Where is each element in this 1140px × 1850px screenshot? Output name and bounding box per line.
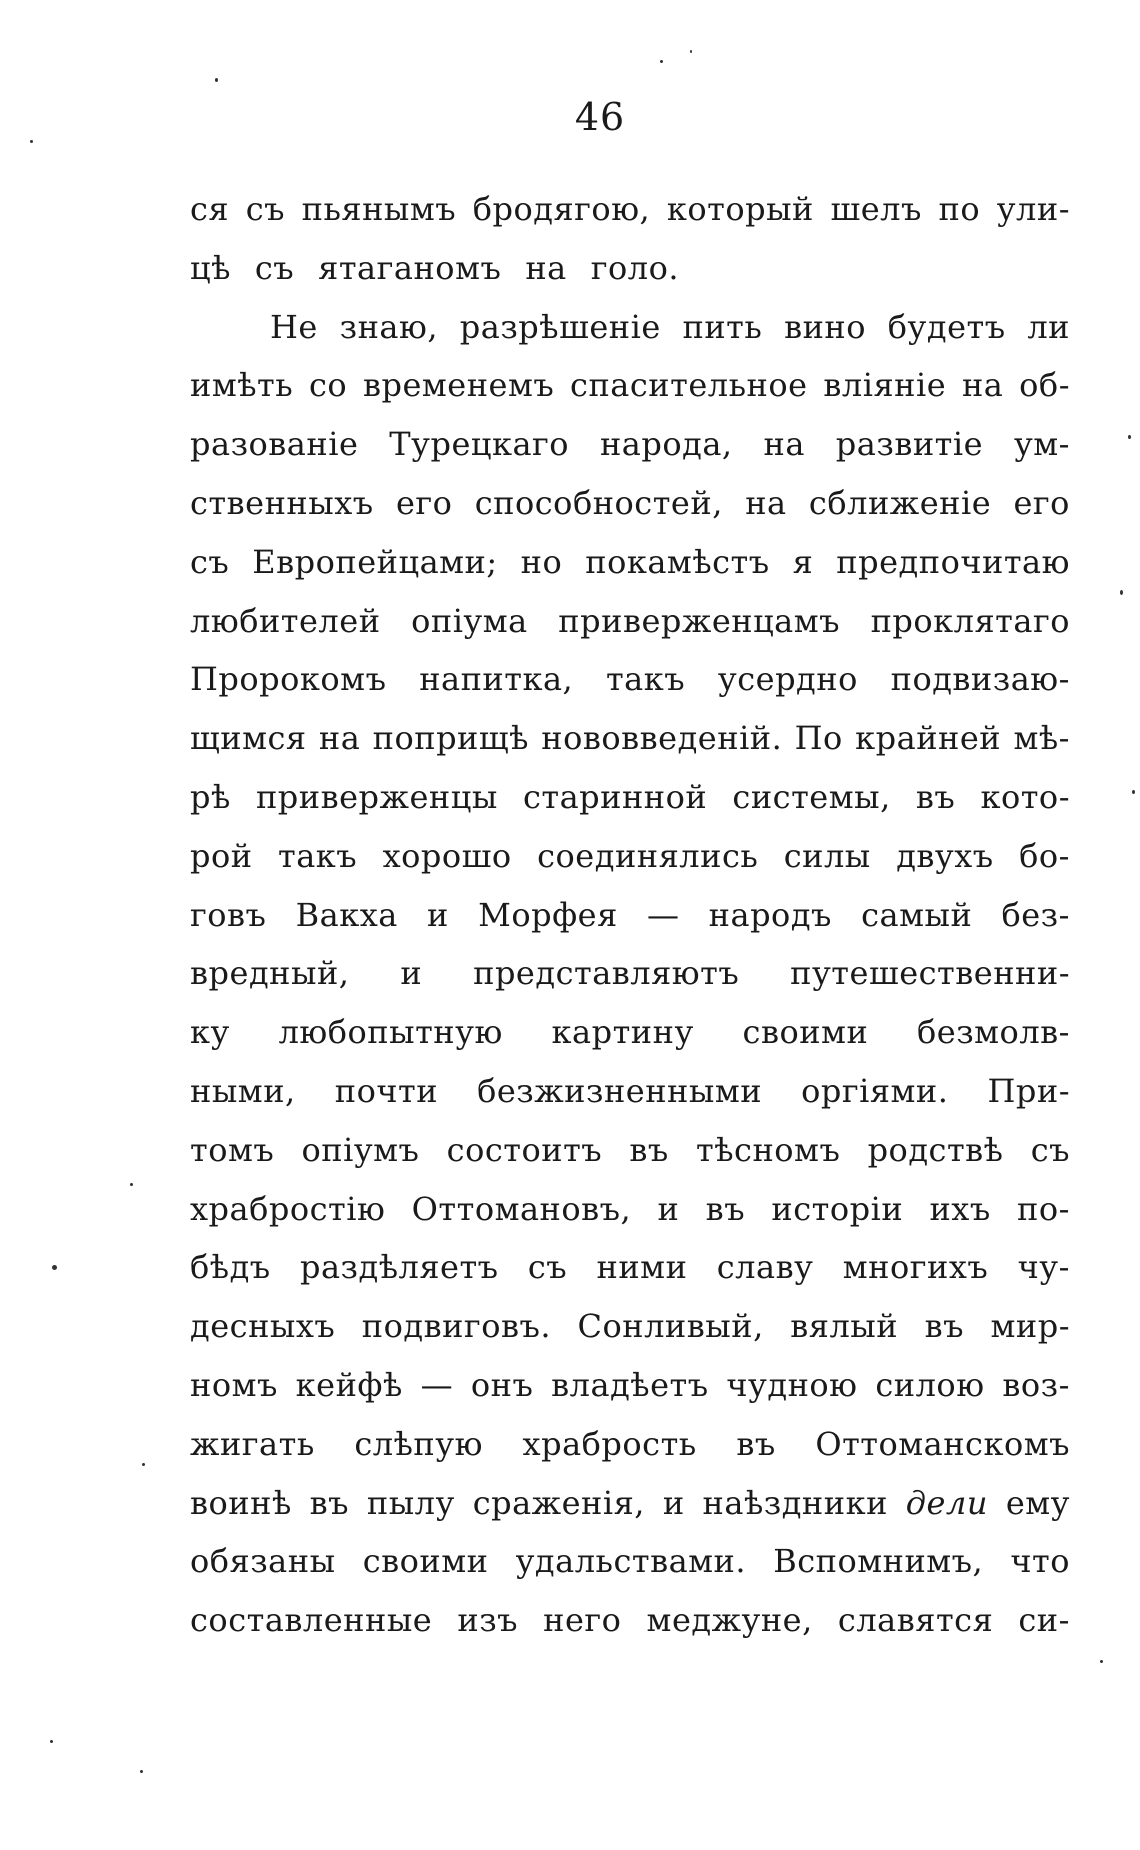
word: кото-: [980, 777, 1070, 816]
word: Вакха: [295, 895, 398, 934]
word: воинѣ: [190, 1483, 292, 1522]
text-line: [190, 827, 1070, 886]
word: соединялись: [537, 836, 759, 875]
word: на: [961, 366, 1004, 405]
word: щимся: [190, 719, 307, 758]
text-line: [190, 1356, 1070, 1415]
word: на: [763, 425, 805, 464]
word: который: [666, 190, 814, 228]
word: системы,: [732, 777, 891, 816]
word: ихъ: [929, 1189, 991, 1228]
word: самый: [861, 895, 973, 934]
word: храбростію: [190, 1189, 386, 1228]
text-line: [190, 1297, 1070, 1356]
page-number: 46: [574, 95, 626, 139]
word: меджуне,: [646, 1601, 813, 1640]
word: бродягою,: [472, 190, 651, 228]
word: напитка,: [419, 660, 574, 699]
word: ся: [190, 190, 230, 228]
word: обязаны: [190, 1542, 336, 1581]
word: онъ: [470, 1365, 534, 1404]
scan-speck: [142, 1463, 145, 1466]
text-line: [190, 650, 1070, 709]
word: предпочитаю: [836, 542, 1070, 581]
word: удальствами.: [515, 1542, 747, 1581]
word: покамѣстъ: [585, 542, 770, 581]
word: имѣть: [190, 366, 294, 405]
word: ственныхъ: [190, 483, 374, 522]
word: голо.: [590, 248, 680, 287]
word: его: [395, 483, 453, 522]
word: разрѣшеніе: [459, 307, 661, 346]
word: оргіями.: [801, 1071, 949, 1110]
word: составленные: [190, 1601, 433, 1640]
text-line: [190, 415, 1070, 474]
word: его: [1013, 483, 1070, 522]
word: развитіе: [835, 425, 984, 464]
text-line: [190, 768, 1070, 827]
text-line: [190, 533, 1070, 592]
word: бо-: [1019, 836, 1070, 875]
word: опіумъ: [301, 1130, 420, 1169]
word: Сонливый,: [577, 1307, 764, 1346]
word: тѣсномъ: [696, 1130, 841, 1169]
word: —: [420, 1365, 454, 1404]
word: опіума: [411, 601, 528, 640]
word: приверженцамъ: [558, 601, 840, 640]
word: ку: [190, 1013, 230, 1052]
text-line: [190, 1474, 1070, 1533]
text-line: [190, 1180, 1070, 1239]
word: пьянымъ: [301, 190, 457, 228]
word: исторіи: [771, 1189, 904, 1228]
word: Пророкомъ: [190, 660, 387, 699]
text-line: [190, 944, 1070, 1003]
scan-speck: [50, 1740, 53, 1743]
word: спасительное: [570, 366, 808, 405]
word: съ: [527, 1248, 568, 1287]
word: на: [525, 248, 567, 287]
text-line: [190, 1003, 1070, 1062]
word: подвизаю-: [890, 660, 1070, 699]
word: проклятаго: [870, 601, 1070, 640]
word: усердно: [717, 660, 858, 699]
word: путешественни-: [790, 954, 1070, 993]
text-line: [190, 239, 1070, 298]
word: въ: [309, 1483, 349, 1522]
word: Турецкаго: [389, 425, 570, 464]
scan-speck: [52, 1265, 57, 1270]
word: и: [400, 954, 423, 993]
word: разованіе: [190, 425, 359, 464]
word: въ: [915, 777, 956, 816]
text-line: [190, 298, 1070, 357]
word: говъ: [190, 895, 267, 934]
scan-speck: [660, 60, 663, 63]
word: своими: [362, 1542, 489, 1581]
word: чу-: [1017, 1248, 1070, 1287]
word: мѣ-: [1013, 719, 1070, 758]
word: подвиговъ.: [361, 1307, 551, 1346]
word: состоитъ: [446, 1130, 603, 1169]
word: поприщѣ: [372, 719, 529, 758]
text-line: [190, 1415, 1070, 1474]
word: ему: [1005, 1483, 1070, 1522]
scan-speck: [1128, 435, 1131, 439]
word: крайней: [855, 719, 1002, 758]
word: безжизненными: [477, 1071, 763, 1110]
word: Оттомановъ,: [411, 1189, 632, 1228]
text-line: [190, 1238, 1070, 1297]
word: храбрость: [522, 1424, 697, 1463]
word: я: [792, 542, 814, 581]
word: знаю,: [339, 307, 438, 346]
word: жигать: [190, 1424, 315, 1463]
word: воз-: [1002, 1365, 1070, 1404]
word: съ: [1030, 1130, 1070, 1169]
word: приверженцы: [255, 777, 498, 816]
word: Вспомнимъ,: [773, 1542, 984, 1581]
word: си-: [1018, 1601, 1070, 1640]
word: десныхъ: [190, 1307, 336, 1346]
word: сближеніе: [808, 483, 992, 522]
word: кейфѣ: [295, 1365, 403, 1404]
text-line: [190, 180, 1070, 239]
word: родствѣ: [867, 1130, 1004, 1169]
word: вредный,: [190, 954, 350, 993]
scan-speck: [1120, 590, 1123, 595]
word: славу: [716, 1248, 814, 1287]
word: многихъ: [842, 1248, 989, 1287]
word: временемъ: [362, 366, 555, 405]
word: въ: [924, 1307, 964, 1346]
word: такъ: [278, 836, 358, 875]
word: изъ: [457, 1601, 518, 1640]
word: Не: [270, 307, 318, 346]
word: славятся: [837, 1601, 994, 1640]
word: рой: [190, 836, 253, 875]
word: вино: [784, 307, 866, 346]
word: владѣетъ: [551, 1365, 709, 1404]
word: пить: [682, 307, 763, 346]
word: Оттоманскомъ: [815, 1424, 1070, 1463]
word: со: [308, 366, 348, 405]
word: томъ: [190, 1130, 275, 1169]
word: своими: [742, 1013, 869, 1052]
word: картину: [551, 1013, 694, 1052]
word: Морфея: [478, 895, 618, 934]
word: на: [318, 719, 361, 758]
word: народъ: [708, 895, 832, 934]
word: Европейцами;: [252, 542, 498, 581]
word: ули-: [996, 190, 1070, 228]
text-line: [190, 1062, 1070, 1121]
word: старинной: [522, 777, 708, 816]
word: и: [657, 1189, 680, 1228]
word: любопытную: [278, 1013, 503, 1052]
word: такъ: [605, 660, 686, 699]
word: съ: [245, 190, 286, 228]
word: наѣздники: [702, 1483, 888, 1522]
word: представляютъ: [473, 954, 740, 993]
scan-speck: [140, 1770, 143, 1773]
word: безмолв-: [917, 1013, 1070, 1052]
word: об-: [1019, 366, 1070, 405]
word: пылу: [366, 1483, 455, 1522]
word: въ: [705, 1189, 746, 1228]
word: и: [427, 895, 449, 934]
scan-speck: [690, 50, 692, 53]
word: ными,: [190, 1071, 296, 1110]
word: что: [1010, 1542, 1070, 1581]
word: дели: [905, 1483, 988, 1522]
text-line: [190, 1121, 1070, 1180]
scan-speck: [215, 78, 218, 82]
word: без-: [1001, 895, 1070, 934]
word: вялый: [790, 1307, 899, 1346]
word: съ: [190, 542, 230, 581]
text-line: [190, 356, 1070, 415]
text-line: [190, 1532, 1070, 1591]
word: но: [520, 542, 563, 581]
word: чудною: [726, 1365, 858, 1404]
word: раздѣляетъ: [299, 1248, 499, 1287]
word: ятаганомъ: [318, 248, 502, 287]
word: номъ: [190, 1365, 278, 1404]
word: почти: [334, 1071, 439, 1110]
scan-speck: [1100, 1660, 1103, 1663]
word: по-: [1017, 1189, 1070, 1228]
word: въ: [736, 1424, 776, 1463]
word: шелъ: [830, 190, 922, 228]
word: на: [745, 483, 787, 522]
text-line: [190, 709, 1070, 768]
word: сраженія,: [472, 1483, 645, 1522]
scan-speck: [1132, 790, 1135, 794]
word: силою: [875, 1365, 985, 1404]
word: По: [794, 719, 843, 758]
word: мир-: [990, 1307, 1070, 1346]
text-line: [190, 1591, 1070, 1650]
text-line: [190, 474, 1070, 533]
word: цѣ: [190, 248, 231, 287]
word: двухъ: [896, 836, 994, 875]
word: силы: [783, 836, 871, 875]
scan-speck: [130, 1183, 133, 1186]
word: народа,: [599, 425, 733, 464]
word: способностей,: [474, 483, 723, 522]
word: ли: [1027, 307, 1070, 346]
word: рѣ: [190, 777, 231, 816]
word: съ: [254, 248, 295, 287]
word: будетъ: [887, 307, 1006, 346]
word: —: [646, 895, 680, 934]
word: бѣдъ: [190, 1248, 271, 1287]
word: въ: [629, 1130, 669, 1169]
word: слѣпую: [354, 1424, 483, 1463]
word: него: [543, 1601, 622, 1640]
text-line: [190, 886, 1070, 945]
text-line: [190, 592, 1070, 651]
word: вліяніе: [823, 366, 947, 405]
word: по: [938, 190, 981, 228]
word: любителей: [190, 601, 381, 640]
word: нововведеній.: [541, 719, 783, 758]
word: ними: [596, 1248, 688, 1287]
word: ум-: [1013, 425, 1070, 464]
word: хорошо: [382, 836, 512, 875]
body-text: [190, 180, 1070, 1650]
word: При-: [987, 1071, 1070, 1110]
scan-speck: [30, 140, 33, 143]
word: и: [662, 1483, 685, 1522]
